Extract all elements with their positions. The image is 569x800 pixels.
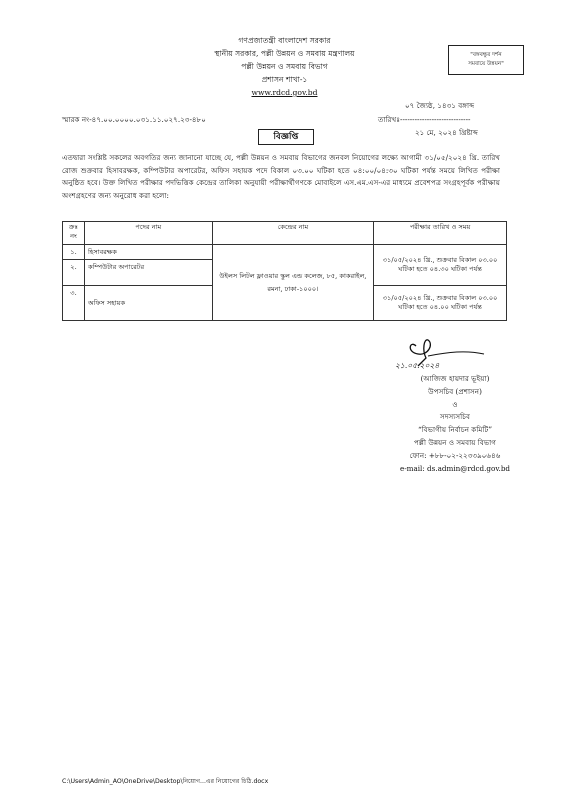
exam-center: উইলস লিটল ফ্লাওয়ার স্কুল এন্ড কলেজ, ৮৫, কাকরাইল, রমনা, ঢাকা-১০০০। — [212, 245, 374, 321]
header-line-3: পল্লী উন্নয়ন ও সমবায় বিভাগ — [241, 62, 328, 71]
header-center: কেন্দ্রের নাম — [212, 222, 374, 245]
row-post: হিসাবরক্ষক — [84, 245, 212, 260]
header-line-1: গণপ্রজাতন্ত্রী বাংলাদেশ সরকার — [238, 36, 331, 45]
signatory-role: সদস্যসচিব — [439, 412, 471, 421]
website-link[interactable]: www.rdcd.gov.bd — [251, 88, 318, 97]
exam-schedule-table — [62, 221, 507, 321]
exam-time-a: ৩১/০৫/২০২৪ খ্রি., শুক্রবার বিকাল ০৩.০০ ঘটিকা হতে ০৪.৩০ ঘটিকা পর্যন্ত — [374, 245, 507, 286]
contact-phone: ফোন: +৮৮-০২-২২৩৩৯০৬৪৬ — [409, 451, 501, 460]
date-label: তারিখঃ----------------------------- — [378, 115, 471, 124]
committee-name: “বিভাগীয় নির্বাচন কমিটি” — [417, 425, 493, 434]
bangla-date: ০৭ জ্যৈষ্ঠ, ১৪৩১ বঙ্গাব্দ — [405, 101, 475, 110]
motto-line-1: "বঙ্গবন্ধুর দর্শন — [470, 52, 502, 58]
notice-body: এতদ্বারা সংশ্লিষ্ট সকলের অবগতির জন্য জানানো যাচ্ছে যে, পল্লী উন্নয়ন ও সমবায় বিভাগের জনবল নিয়োগের লক্ষ্যে আগামী ৩১/০৫/২০২৪ খ্রি. তারিখ রোজ শুক্রবার হিসাবরক্ষক, কম্পিউটার অপারেটর, অফিস সহায়ক পদে বিকাল ০৩.০০ ঘটিকা হতে ০৪:০০/০৪:৩০ ঘটিকা পর্যন্ত সময়ে লিখিত পরীক্ষা অনুষ্ঠিত হবে। উক্ত লিখিত পরীক্ষার পদভিত্তিক কেন্দ্রের তালিকা অনুযায়ী পরীক্ষার্থীগণকে মোবাইলে এস.এম.এস-এর মাধ্যমে প্রবেশপত্র সংগ্রহপূর্বক পরীক্ষায় অংশগ্রহণের জন্য অনুরোধ করা হলো: — [62, 153, 500, 200]
exam-time-b: ৩১/০৫/২০২৪ খ্রি., শুক্রবার বিকাল ০৩.০০ ঘটিকা হতে ০৪.০০ ঘটিকা পর্যন্ত — [374, 286, 507, 321]
table-header-row — [63, 222, 507, 245]
english-date: ২১ মে, ২০২৪ খ্রিষ্টাব্দ — [415, 128, 478, 137]
header-serial: ক্রঃ নং — [63, 222, 85, 245]
motto-line-2: সমবায়ে উন্নয়ন" — [468, 61, 504, 67]
signature-conjunction: ও — [452, 400, 458, 409]
file-path-footer: C:\Users\Admin_AO\OneDrive\Desktop\নিয়োগ...এর নিয়োগের চিঠি.docx — [62, 778, 269, 785]
signature-underline — [428, 352, 484, 356]
header-line-2: স্থানীয় সরকার, পল্লী উন্নয়ন ও সমবায় মন্ত্রণালয় — [214, 49, 355, 58]
row-serial: ২. — [63, 260, 85, 286]
row-post: কম্পিউটার অপারেটর — [84, 260, 212, 286]
header-post: পদের নাম — [84, 222, 212, 245]
header-time: পরীক্ষার তারিখ ও সময় — [374, 222, 507, 245]
handwritten-date: ২১.০৫.২০২৪ — [395, 361, 440, 370]
motto-box — [448, 45, 524, 75]
signatory-division: পল্লী উন্নয়ন ও সমবায় বিভাগ — [414, 438, 496, 447]
row-serial: ১. — [63, 245, 85, 260]
row-serial: ৩. — [63, 286, 85, 321]
memo-number: স্মারক নং-৪৭.০০.০০০০.০৩১.১১.০২৭.২৩-৪৮০ — [62, 115, 206, 124]
table-row — [63, 245, 507, 260]
signatory-name: (আজিজ হায়দার ভূইয়া) — [420, 374, 490, 383]
notice-title: বিজ্ঞপ্তি — [258, 129, 314, 145]
signatory-designation: উপসচিব (প্রশাসন) — [428, 387, 482, 396]
header-line-4: প্রশাসন শাখা-১ — [261, 75, 308, 84]
row-post: অফিস সহায়ক — [84, 286, 212, 321]
contact-email[interactable]: e-mail: ds.admin@rdcd.gov.bd — [399, 464, 511, 473]
